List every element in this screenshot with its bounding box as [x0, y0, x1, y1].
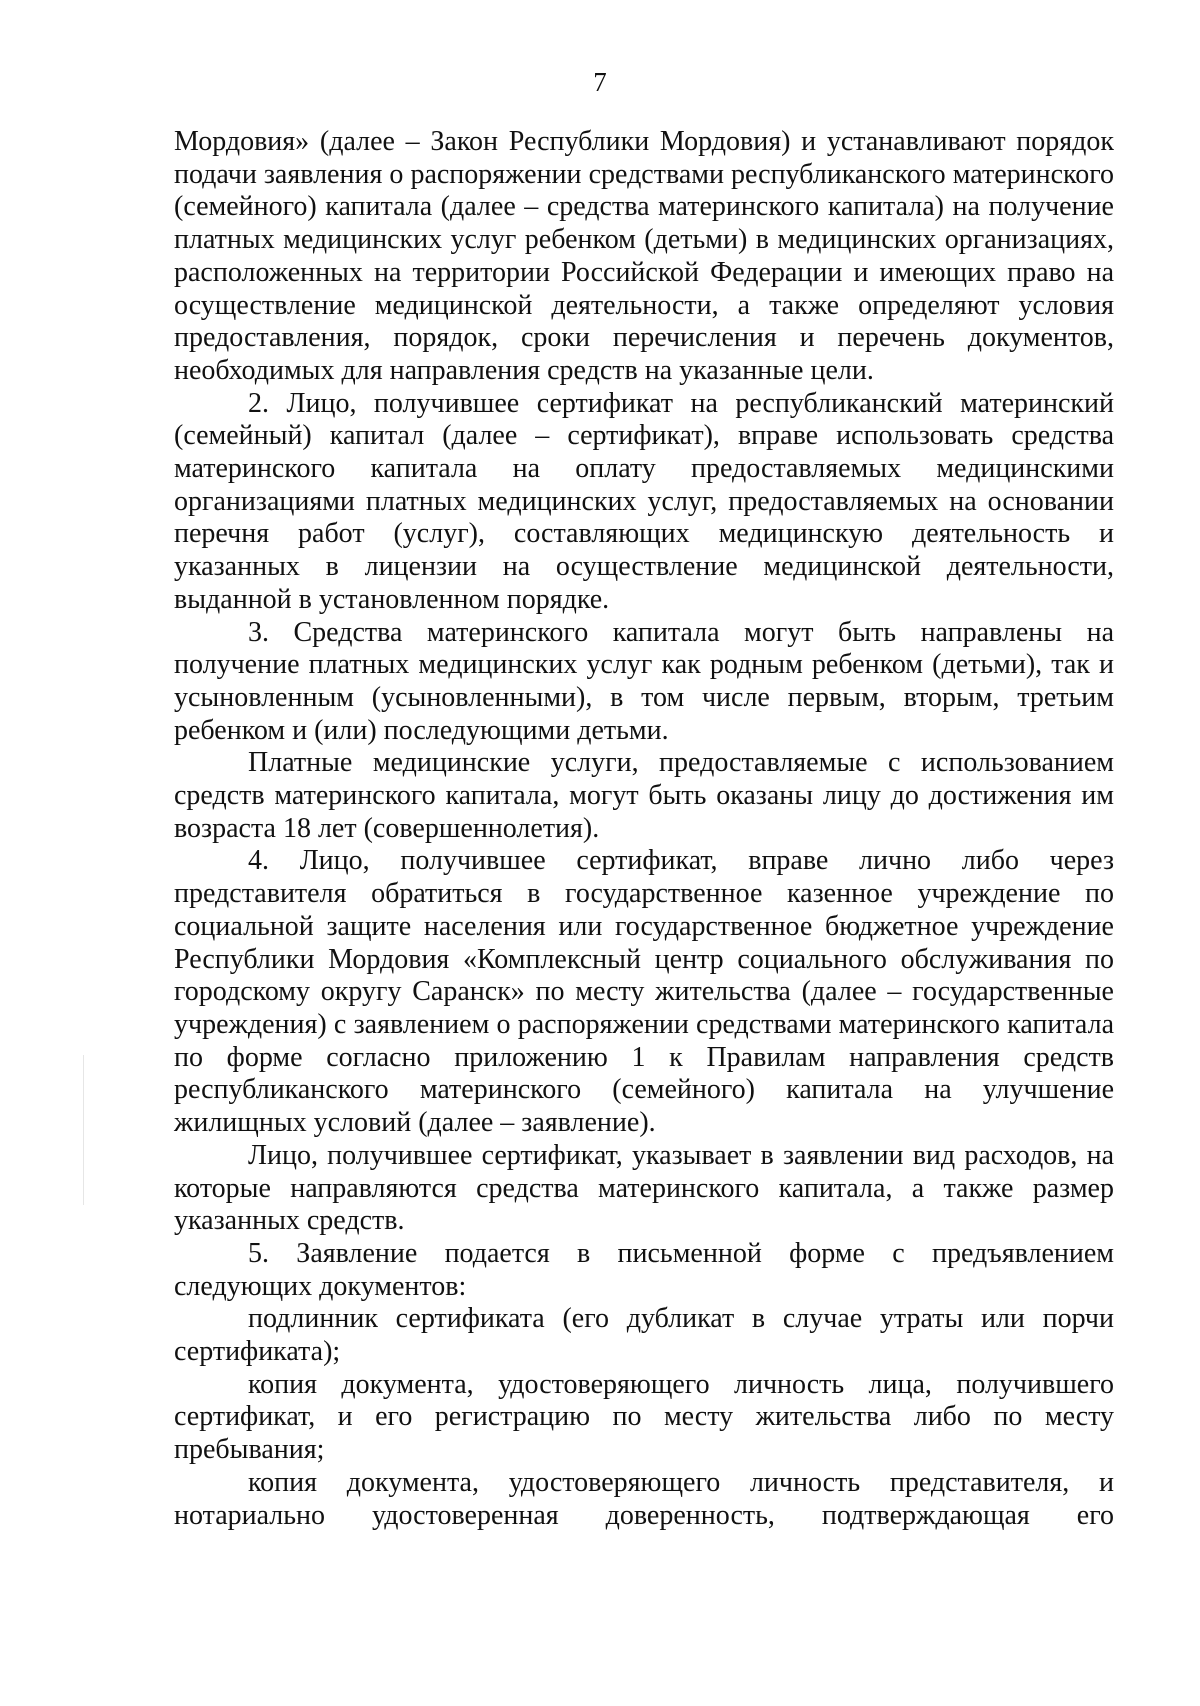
list-item-certificate-original: подлинник сертификата (его дубликат в случае утраты или порчи сертификата); — [174, 1303, 1114, 1368]
scan-margin-mark — [83, 1055, 84, 1205]
paragraph-item-4: 4. Лицо, получившее сертификат, вправе лично либо через представителя обратиться в государственное казенное учреждение по социальной защите населения или государственное бюджетное учреждение Республики Мордовия «Комплексный центр социального обслуживания по городскому округу Саранск» по месту жительства (далее – государственные учреждения) с заявлением о распоряжении средствами материнского капитала по форме согласно приложению 1 к Правилам направления средств республиканского материнского (семейного) капитала на улучшение жилищных условий (далее – заявление). — [174, 845, 1114, 1139]
paragraph-item-5: 5. Заявление подается в письменной форме с предъявлением следующих документов: — [174, 1237, 1114, 1302]
paragraph-item-4-expenses: Лицо, получившее сертификат, указывает в заявлении вид расходов, на которые направляются средства материнского капитала, а также размер указанных средств. — [174, 1139, 1114, 1237]
page-number: 7 — [593, 67, 607, 97]
list-item-representative-copy: копия документа, удостоверяющего личность представителя, и нотариально удостоверенная доверенность, подтверждающая его — [174, 1466, 1114, 1531]
list-item-identity-copy: копия документа, удостоверяющего личность лица, получившего сертификат, и его регистрацию по месту жительства либо по месту пребывания; — [174, 1368, 1114, 1466]
document-body — [174, 126, 1114, 1532]
paragraph-intro-continuation: Мордовия» (далее – Закон Республики Мордовия) и устанавливают порядок подачи заявления о распоряжении средствами республиканского материнского (семейного) капитала (далее – средства материнского капитала) на получение платных медицинских услуг ребенком (детьми) в медицинских организациях, расположенных на территории Российской Федерации и имеющих право на осуществление медицинской деятельности, а также определяют условия предоставления, порядок, сроки перечисления и перечень документов, необходимых для направления средств на указанные цели. — [174, 126, 1114, 386]
paragraph-item-3: 3. Средства материнского капитала могут быть направлены на получение платных медицинских услуг как родным ребенком (детьми), так и усыновленным (усыновленными), в том числе первым, вторым, третьим ребенком и (или) последующими детьми. — [174, 616, 1114, 746]
paragraph-item-3-age-limit: Платные медицинские услуги, предоставляемые с использованием средств материнского капитала, могут быть оказаны лицу до достижения им возраста 18 лет (совершеннолетия). — [174, 747, 1114, 844]
paragraph-item-2: 2. Лицо, получившее сертификат на республиканский материнский (семейный) капитал (далее – сертификат), вправе использовать средства материнского капитала на оплату предоставляемых медицинскими организациями платных медицинских услуг, предоставляемых на основании перечня работ (услуг), составляющих медицинскую деятельность и указанных в лицензии на осуществление медицинской деятельности, выданной в установленном порядке. — [174, 387, 1114, 615]
